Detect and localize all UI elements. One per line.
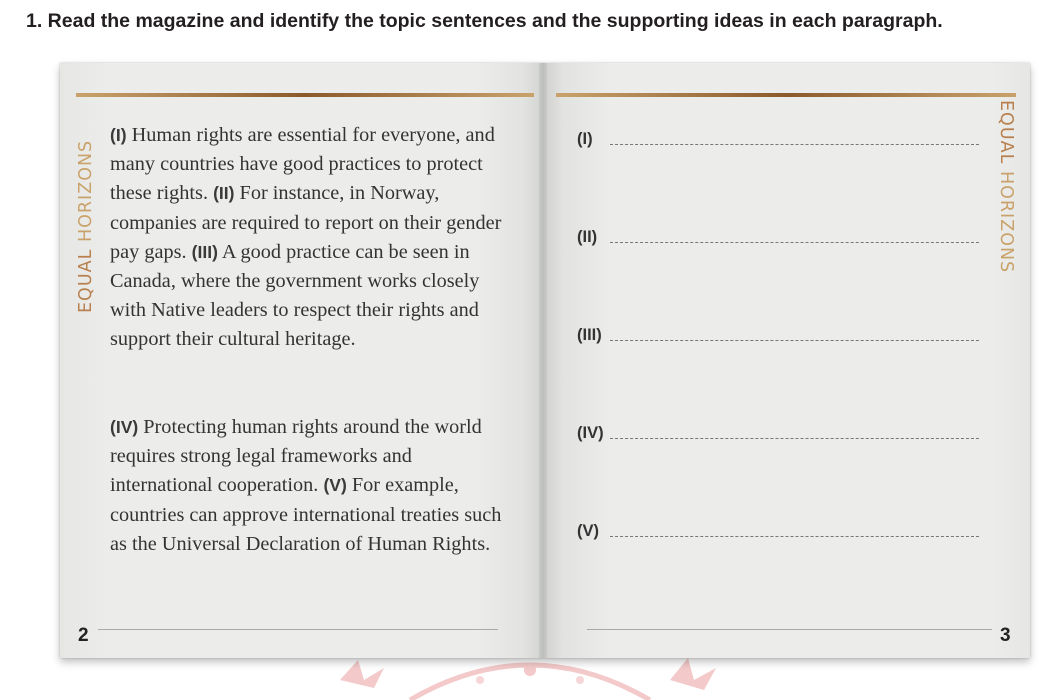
answer-line-2[interactable] xyxy=(577,228,979,248)
paragraph-2 xyxy=(110,413,505,559)
answer-label: (III) xyxy=(577,326,602,344)
answer-line-5[interactable] xyxy=(577,522,979,542)
sentence-label: (IV) xyxy=(110,417,139,437)
sentence-text: A good practice can be seen in Canada, where the government works closely with Native leaders to respect their rights and support their cultural heritage. xyxy=(110,240,480,351)
book-spine xyxy=(539,63,547,658)
sentence-label: (I) xyxy=(110,125,127,145)
sentence-text: For instance, in Norway, companies are required to report on their gender pay gaps. xyxy=(110,182,502,263)
right-page xyxy=(543,63,1030,658)
answer-blank[interactable] xyxy=(610,144,979,145)
answer-blank[interactable] xyxy=(610,536,979,537)
exercise-instruction: 1. Read the magazine and identify the topic sentences and the supporting ideas in each paragraph. xyxy=(26,10,943,32)
right-header-bar xyxy=(556,93,1016,97)
answer-label: (IV) xyxy=(577,424,604,442)
answer-label: (I) xyxy=(577,130,593,148)
magazine-title-left: EQUAL HORIZONS xyxy=(76,139,96,313)
answer-line-4[interactable] xyxy=(577,424,979,444)
sentence-label: (V) xyxy=(323,475,347,496)
magazine-spread xyxy=(60,63,1030,658)
answer-label: (V) xyxy=(577,522,599,540)
answer-line-3[interactable] xyxy=(577,326,979,346)
sentence-label: (III) xyxy=(191,241,218,262)
answer-line-1[interactable] xyxy=(577,130,979,150)
sentence-label: (II) xyxy=(213,183,235,204)
right-page-number: 3 xyxy=(1000,625,1011,646)
sentence-text: Human rights are essential for everyone, and many countries have good practices to protect these rights. xyxy=(110,124,495,205)
answer-blank[interactable] xyxy=(610,438,979,439)
answer-blank[interactable] xyxy=(610,340,979,341)
left-footer-rule xyxy=(98,629,498,630)
answer-blank[interactable] xyxy=(610,242,979,243)
answer-label: (II) xyxy=(577,228,598,246)
left-page-number: 2 xyxy=(78,625,89,646)
paragraph-1 xyxy=(110,121,505,355)
right-footer-rule xyxy=(587,629,992,630)
magazine-title-right: EQUAL HORIZONS xyxy=(996,100,1016,274)
sentence-text: For example, countries can approve international treaties such as the Universal Declaration of Human Rights. xyxy=(110,474,502,555)
left-header-bar xyxy=(76,93,534,97)
sentence-text: Protecting human rights around the world requires strong legal frameworks and international cooperation. xyxy=(110,416,482,497)
